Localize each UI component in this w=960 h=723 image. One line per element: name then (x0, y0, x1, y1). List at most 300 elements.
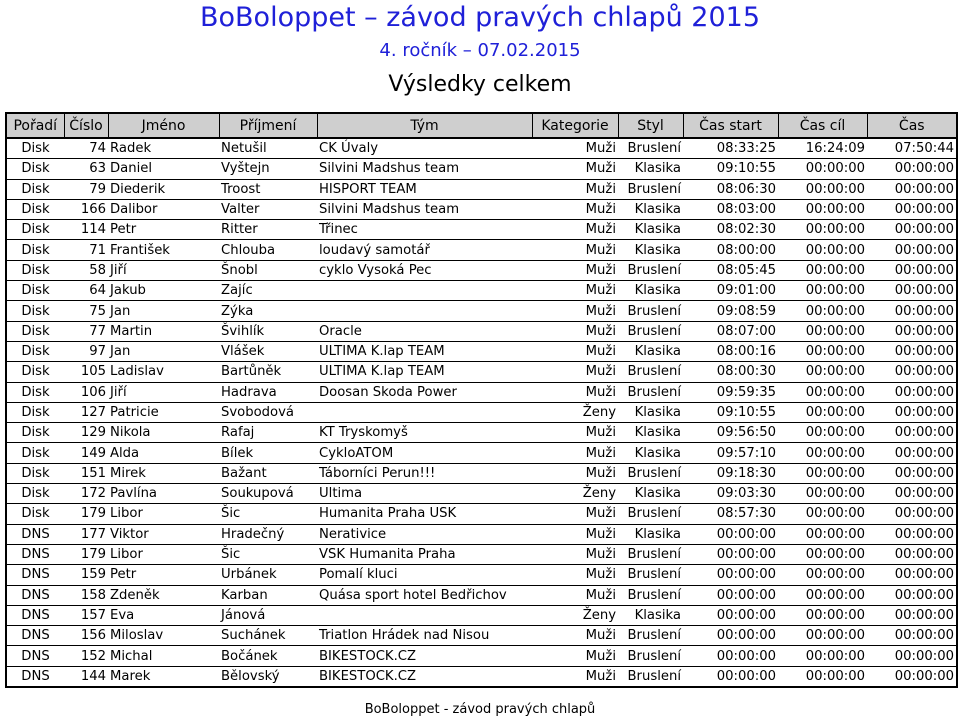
team-cell: Oracle (319, 323, 362, 339)
table-row (6, 402, 957, 422)
last-name-cell: Valter (221, 202, 260, 218)
last-name-cell: Bílek (221, 445, 254, 461)
team-cell (317, 605, 532, 625)
start-time-cell: 09:59:35 (716, 384, 776, 400)
last-name-cell: Jánová (221, 607, 266, 623)
rank-cell: Disk (6, 281, 64, 301)
category-cell: Muži (585, 344, 616, 360)
rank-cell: Disk (6, 179, 64, 199)
first-name-cell: Jan (110, 303, 131, 319)
last-name-cell: Zýka (221, 303, 254, 319)
bib-number-cell: 166 (80, 202, 106, 218)
bib-number-cell: 106 (80, 384, 106, 400)
page-footer: BoBoloppet - závod pravých chlapů (364, 702, 596, 717)
finish-time-cell: 00:00:00 (805, 425, 865, 441)
finish-time-cell: 00:00:00 (805, 506, 865, 522)
style-cell: Bruslení (627, 303, 681, 319)
category-cell: Muži (585, 283, 616, 299)
category-cell: Muži (585, 242, 616, 258)
team-cell: cyklo Vysoká Pec (319, 262, 432, 278)
col-header-kategorie: Kategorie (532, 113, 618, 138)
style-cell: Klasika (634, 222, 681, 238)
finish-time-cell: 00:00:00 (805, 445, 865, 461)
category-cell: Ženy (582, 405, 616, 420)
last-name-cell: Ritter (221, 222, 258, 238)
last-name-cell: Troost (221, 181, 261, 197)
table-row (6, 240, 957, 260)
rank-cell: DNS (6, 646, 64, 666)
page-subtitle: 4. ročník – 07.02.2015 (379, 40, 581, 61)
first-name-cell: Ladislav (110, 364, 164, 380)
start-time-cell: 00:00:00 (716, 628, 776, 644)
start-time-cell: 09:01:00 (716, 283, 776, 299)
team-cell (317, 402, 532, 422)
bib-number-cell: 152 (80, 648, 106, 664)
category-cell: Muži (585, 202, 616, 218)
finish-time-cell: 00:00:00 (805, 262, 865, 278)
category-cell: Muži (585, 323, 616, 339)
table-row (6, 260, 957, 280)
rank-cell: Disk (6, 199, 64, 219)
team-cell: ULTIMA K.lap TEAM (319, 344, 445, 360)
last-name-cell: Vyštejn (221, 161, 270, 177)
last-name-cell: Hradečný (221, 526, 285, 542)
total-time-cell: 00:00:00 (894, 567, 954, 583)
rank-cell: Disk (6, 362, 64, 382)
first-name-cell: Libor (110, 506, 143, 522)
team-cell: HISPORT TEAM (319, 181, 417, 197)
team-cell: ULTIMA K.lap TEAM (319, 364, 445, 380)
style-cell: Klasika (634, 161, 681, 177)
first-name-cell: Michal (110, 648, 153, 664)
category-cell: Muži (585, 587, 616, 603)
start-time-cell: 08:57:30 (716, 506, 776, 522)
team-cell: Nerativice (319, 526, 387, 542)
finish-time-cell: 00:00:00 (805, 648, 865, 664)
total-time-cell: 00:00:00 (894, 283, 954, 299)
first-name-cell: Miloslav (110, 628, 164, 644)
start-time-cell: 08:05:45 (716, 262, 776, 278)
table-row (6, 281, 957, 301)
finish-time-cell: 00:00:00 (805, 526, 865, 542)
col-header-poradi: Pořadí (6, 113, 64, 138)
last-name-cell: Šic (221, 547, 241, 563)
style-cell: Bruslení (627, 141, 681, 157)
bib-number-cell: 74 (89, 141, 106, 157)
team-cell: Táborníci Perun!!! (319, 465, 436, 481)
finish-time-cell: 16:24:09 (805, 141, 865, 157)
first-name-cell: Alda (110, 445, 140, 461)
last-name-cell: Chlouba (221, 242, 276, 258)
table-row (6, 382, 957, 402)
finish-time-cell: 00:00:00 (805, 567, 865, 583)
team-cell: Silvini Madshus team (319, 202, 460, 218)
team-cell: Triatlon Hrádek nad Nisou (319, 628, 490, 644)
start-time-cell: 08:00:00 (716, 242, 776, 258)
rank-cell: Disk (6, 463, 64, 483)
category-cell: Muži (585, 161, 616, 177)
first-name-cell: Diederik (110, 181, 166, 197)
rank-cell: Disk (6, 382, 64, 402)
first-name-cell: Mirek (110, 465, 146, 481)
category-cell: Muži (585, 262, 616, 278)
table-row (6, 504, 957, 524)
finish-time-cell: 00:00:00 (805, 628, 865, 644)
start-time-cell: 09:03:30 (716, 486, 776, 502)
table-row (6, 179, 957, 199)
style-cell: Bruslení (627, 364, 681, 380)
style-cell: Klasika (634, 486, 681, 502)
category-cell: Muži (585, 526, 616, 542)
start-time-cell: 00:00:00 (716, 526, 776, 542)
first-name-cell: Jiří (110, 262, 127, 278)
finish-time-cell: 00:00:00 (805, 547, 865, 563)
last-name-cell: Bočánek (221, 648, 278, 664)
col-header-tym: Tým (317, 113, 532, 138)
start-time-cell: 00:00:00 (716, 567, 776, 583)
first-name-cell: Petr (110, 222, 137, 238)
total-time-cell: 00:00:00 (894, 303, 954, 319)
total-time-cell: 00:00:00 (894, 242, 954, 258)
team-cell: Třinec (319, 222, 358, 238)
total-time-cell: 00:00:00 (894, 405, 954, 420)
team-cell: Doosan Skoda Power (319, 384, 457, 400)
table-row (6, 220, 957, 240)
col-header-cas-start: Čas start (683, 113, 778, 138)
category-cell: Muži (585, 547, 616, 563)
last-name-cell: Svobodová (221, 405, 295, 420)
first-name-cell: Pavlína (110, 486, 158, 502)
total-time-cell: 00:00:00 (894, 222, 954, 238)
total-time-cell: 00:00:00 (894, 161, 954, 177)
bib-number-cell: 159 (80, 567, 106, 583)
rank-cell: Disk (6, 484, 64, 504)
finish-time-cell: 00:00:00 (805, 161, 865, 177)
bib-number-cell: 97 (89, 344, 106, 360)
first-name-cell: Radek (110, 141, 152, 157)
style-cell: Klasika (634, 405, 681, 420)
team-cell: VSK Humanita Praha (319, 547, 456, 563)
total-time-cell: 07:50:44 (894, 141, 954, 157)
results-heading: Výsledky celkem (388, 72, 572, 97)
bib-number-cell: 105 (80, 364, 106, 380)
style-cell: Bruslení (627, 384, 681, 400)
category-cell: Muži (585, 303, 616, 319)
bib-number-cell: 114 (80, 222, 106, 238)
first-name-cell: Libor (110, 547, 143, 563)
team-cell: Quása sport hotel Bedřichov (319, 587, 507, 603)
bib-number-cell: 149 (80, 445, 106, 461)
table-row (6, 199, 957, 219)
finish-time-cell: 00:00:00 (805, 607, 865, 623)
style-cell: Bruslení (627, 587, 681, 603)
start-time-cell: 00:00:00 (716, 547, 776, 563)
rank-cell: Disk (6, 301, 64, 321)
total-time-cell: 00:00:00 (894, 465, 954, 481)
finish-time-cell: 00:00:00 (805, 242, 865, 258)
finish-time-cell: 00:00:00 (805, 364, 865, 380)
col-header-prijmeni: Příjmení (219, 113, 317, 138)
table-row (6, 301, 957, 321)
start-time-cell: 08:00:30 (716, 364, 776, 380)
style-cell: Bruslení (627, 547, 681, 563)
team-cell: KT Tryskomyš (319, 425, 408, 441)
rank-cell: DNS (6, 544, 64, 564)
style-cell: Klasika (634, 283, 681, 299)
total-time-cell: 00:00:00 (894, 384, 954, 400)
category-cell: Muži (585, 465, 616, 481)
rank-cell: DNS (6, 524, 64, 544)
bib-number-cell: 64 (89, 283, 106, 299)
style-cell: Klasika (634, 526, 681, 542)
start-time-cell: 08:07:00 (716, 323, 776, 339)
table-row (6, 362, 957, 382)
table-row (6, 138, 957, 159)
rank-cell: Disk (6, 321, 64, 341)
team-cell: loudavý samotář (319, 242, 430, 258)
rank-cell: Disk (6, 423, 64, 443)
team-cell: Ultima (319, 486, 363, 502)
table-row (6, 321, 957, 341)
start-time-cell: 08:00:16 (716, 344, 776, 360)
category-cell: Muži (585, 648, 616, 664)
finish-time-cell: 00:00:00 (805, 465, 865, 481)
team-cell: CykloATOM (319, 445, 394, 461)
finish-time-cell: 00:00:00 (805, 668, 865, 684)
start-time-cell: 09:57:10 (716, 445, 776, 461)
style-cell: Bruslení (627, 668, 681, 684)
rank-cell: Disk (6, 260, 64, 280)
total-time-cell: 00:00:00 (894, 648, 954, 664)
style-cell: Bruslení (627, 262, 681, 278)
bib-number-cell: 156 (80, 628, 106, 644)
table-header-row (6, 113, 957, 138)
style-cell: Klasika (634, 607, 681, 623)
style-cell: Bruslení (627, 628, 681, 644)
team-cell: Humanita Praha USK (319, 506, 457, 522)
last-name-cell: Bartůněk (221, 364, 282, 380)
table-row (6, 484, 957, 504)
team-cell: CK Úvaly (319, 141, 379, 157)
category-cell: Muži (585, 364, 616, 380)
table-row (6, 463, 957, 483)
last-name-cell: Suchánek (221, 628, 286, 644)
table-row (6, 565, 957, 585)
style-cell: Bruslení (627, 506, 681, 522)
start-time-cell: 09:10:55 (716, 405, 776, 420)
category-cell: Muži (585, 628, 616, 644)
total-time-cell: 00:00:00 (894, 607, 954, 623)
col-header-cislo: Číslo (64, 113, 108, 138)
first-name-cell: František (110, 242, 170, 258)
start-time-cell: 09:56:50 (716, 425, 776, 441)
team-cell: Pomalí kluci (319, 567, 398, 583)
finish-time-cell: 00:00:00 (805, 303, 865, 319)
total-time-cell: 00:00:00 (894, 202, 954, 218)
rank-cell: DNS (6, 565, 64, 585)
start-time-cell: 09:08:59 (716, 303, 776, 319)
last-name-cell: Bažant (221, 465, 267, 481)
table-row (6, 626, 957, 646)
start-time-cell: 00:00:00 (716, 587, 776, 603)
start-time-cell: 09:10:55 (716, 161, 776, 177)
first-name-cell: Zdeněk (110, 587, 160, 603)
results-body (6, 138, 957, 687)
category-cell: Muži (585, 567, 616, 583)
start-time-cell: 00:00:00 (716, 648, 776, 664)
style-cell: Bruslení (627, 181, 681, 197)
first-name-cell: Martin (110, 323, 153, 339)
team-cell (317, 281, 532, 301)
style-cell: Bruslení (627, 465, 681, 481)
rank-cell: DNS (6, 666, 64, 687)
finish-time-cell: 00:00:00 (805, 222, 865, 238)
category-cell: Ženy (582, 486, 616, 502)
col-header-styl: Styl (618, 113, 683, 138)
last-name-cell: Rafaj (221, 425, 255, 441)
team-cell: BIKESTOCK.CZ (319, 668, 417, 684)
total-time-cell: 00:00:00 (894, 364, 954, 380)
total-time-cell: 00:00:00 (894, 587, 954, 603)
style-cell: Bruslení (627, 648, 681, 664)
first-name-cell: Marek (110, 668, 151, 684)
start-time-cell: 08:33:25 (716, 141, 776, 157)
finish-time-cell: 00:00:00 (805, 344, 865, 360)
last-name-cell: Urbánek (221, 567, 277, 583)
table-row (6, 646, 957, 666)
bib-number-cell: 58 (89, 262, 106, 278)
last-name-cell: Netušil (221, 141, 267, 157)
bib-number-cell: 127 (80, 405, 106, 420)
bib-number-cell: 177 (80, 526, 106, 542)
first-name-cell: Jiří (110, 384, 127, 400)
last-name-cell: Hadrava (221, 384, 277, 400)
first-name-cell: Dalibor (110, 202, 158, 218)
rank-cell: DNS (6, 605, 64, 625)
rank-cell: Disk (6, 220, 64, 240)
category-cell: Ženy (582, 607, 616, 623)
finish-time-cell: 00:00:00 (805, 405, 865, 420)
bib-number-cell: 172 (80, 486, 106, 502)
table-row (6, 544, 957, 564)
category-cell: Muži (585, 506, 616, 522)
table-row (6, 341, 957, 361)
first-name-cell: Nikola (110, 425, 151, 441)
first-name-cell: Petr (110, 567, 137, 583)
finish-time-cell: 00:00:00 (805, 202, 865, 218)
rank-cell: Disk (6, 504, 64, 524)
bib-number-cell: 179 (80, 547, 106, 563)
style-cell: Klasika (634, 242, 681, 258)
rank-cell: Disk (6, 443, 64, 463)
category-cell: Muži (585, 425, 616, 441)
last-name-cell: Karban (221, 587, 268, 603)
category-cell: Muži (585, 141, 616, 157)
category-cell: Muži (585, 384, 616, 400)
rank-cell: Disk (6, 402, 64, 422)
bib-number-cell: 144 (80, 668, 106, 684)
total-time-cell: 00:00:00 (894, 526, 954, 542)
first-name-cell: Jakub (110, 283, 146, 299)
team-cell: BIKESTOCK.CZ (319, 648, 417, 664)
style-cell: Klasika (634, 445, 681, 461)
total-time-cell: 00:00:00 (894, 506, 954, 522)
table-row (6, 159, 957, 179)
rank-cell: Disk (6, 159, 64, 179)
table-row (6, 443, 957, 463)
results-table (5, 112, 958, 688)
rank-cell: Disk (6, 240, 64, 260)
rank-cell: Disk (6, 341, 64, 361)
first-name-cell: Patricie (110, 405, 159, 420)
col-header-cas: Čas (867, 113, 957, 138)
start-time-cell: 00:00:00 (716, 607, 776, 623)
last-name-cell: Zajíc (221, 283, 253, 299)
total-time-cell: 00:00:00 (894, 323, 954, 339)
bib-number-cell: 79 (89, 181, 106, 197)
category-cell: Muži (585, 222, 616, 238)
team-cell: Silvini Madshus team (319, 161, 460, 177)
table-row (6, 585, 957, 605)
first-name-cell: Daniel (110, 161, 153, 177)
style-cell: Klasika (634, 344, 681, 360)
category-cell: Muži (585, 668, 616, 684)
rank-cell: DNS (6, 626, 64, 646)
total-time-cell: 00:00:00 (894, 547, 954, 563)
page-title: BoBoloppet – závod pravých chlapů 2015 (199, 2, 760, 33)
first-name-cell: Viktor (110, 526, 149, 542)
col-header-jmeno: Jméno (108, 113, 219, 138)
bib-number-cell: 75 (89, 303, 106, 319)
category-cell: Muži (585, 181, 616, 197)
bib-number-cell: 151 (80, 465, 106, 481)
start-time-cell: 00:00:00 (716, 668, 776, 684)
table-row (6, 524, 957, 544)
total-time-cell: 00:00:00 (894, 486, 954, 502)
bib-number-cell: 71 (89, 242, 106, 258)
total-time-cell: 00:00:00 (894, 262, 954, 278)
total-time-cell: 00:00:00 (894, 181, 954, 197)
team-cell (317, 301, 532, 321)
rank-cell: DNS (6, 585, 64, 605)
col-header-cas-cil: Čas cíl (778, 113, 867, 138)
table-row (6, 605, 957, 625)
last-name-cell: Bělovský (221, 668, 280, 684)
last-name-cell: Soukupová (221, 486, 294, 502)
finish-time-cell: 00:00:00 (805, 486, 865, 502)
category-cell: Muži (585, 445, 616, 461)
bib-number-cell: 158 (80, 587, 106, 603)
last-name-cell: Švihlík (221, 323, 265, 339)
finish-time-cell: 00:00:00 (805, 323, 865, 339)
finish-time-cell: 00:00:00 (805, 283, 865, 299)
style-cell: Bruslení (627, 323, 681, 339)
table-row (6, 423, 957, 443)
bib-number-cell: 63 (89, 161, 106, 177)
style-cell: Klasika (634, 202, 681, 218)
last-name-cell: Šic (221, 506, 241, 522)
start-time-cell: 08:02:30 (716, 222, 776, 238)
total-time-cell: 00:00:00 (894, 628, 954, 644)
total-time-cell: 00:00:00 (894, 344, 954, 360)
last-name-cell: Vlášek (221, 344, 265, 360)
rank-cell: Disk (6, 138, 64, 159)
total-time-cell: 00:00:00 (894, 425, 954, 441)
start-time-cell: 08:06:30 (716, 181, 776, 197)
finish-time-cell: 00:00:00 (805, 181, 865, 197)
start-time-cell: 08:03:00 (716, 202, 776, 218)
total-time-cell: 00:00:00 (894, 668, 954, 684)
